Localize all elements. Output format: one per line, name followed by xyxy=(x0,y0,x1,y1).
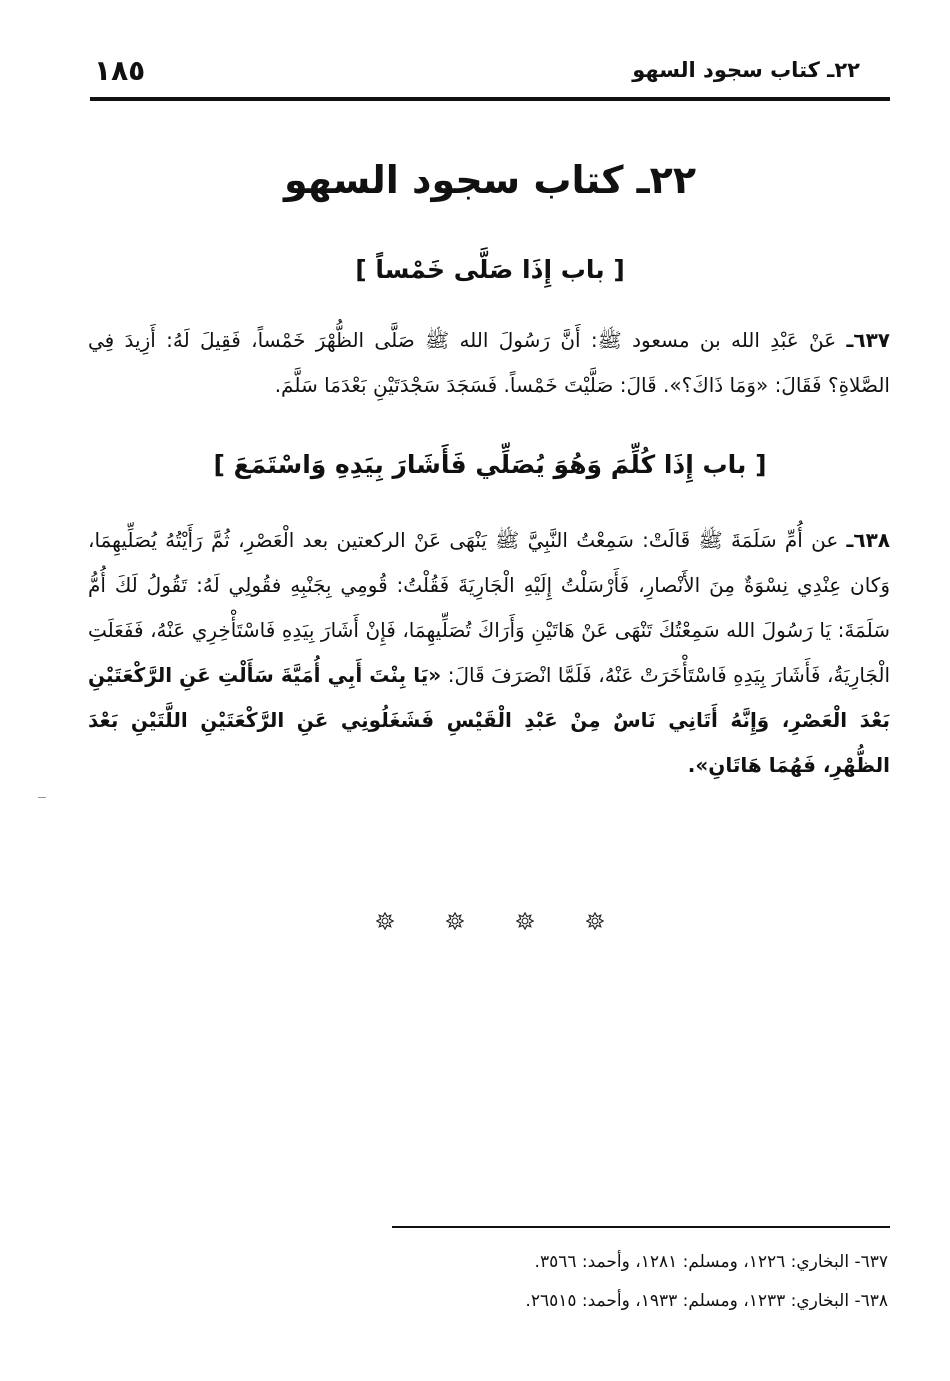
flower-ornament-icon xyxy=(446,912,464,930)
flower-ornament-icon xyxy=(586,912,604,930)
page-number: ١٨٥ xyxy=(94,54,146,87)
section-title-1: [ باب إِذَا صَلَّى خَمْساً ] xyxy=(355,255,625,284)
footnote-637: ٦٣٧- البخاري: ١٢٢٦، ومسلم: ١٢٨١، وأحمد: ٣٥٦٦. xyxy=(534,1252,888,1272)
hadith-637 xyxy=(88,318,890,408)
hadith-text: عَنْ عَبْدِ الله بن مسعود ﷺ: أَنَّ رَسُولَ الله ﷺ صَلَّى الظُّهْرَ خَمْساً، فَقِيلَ لَهُ: أَزِيدَ فِي الصَّلاةِ؟ فَقَالَ: «وَمَا ذَاكَ؟». قَالَ: صَلَّيْتَ خَمْساً. فَسَجَدَ سَجْدَتَيْنِ بَعْدَمَا سَلَّمَ. xyxy=(88,328,890,397)
hadith-number: ٦٣٧ـ xyxy=(846,328,890,352)
chapter-title: ٢٢ـ كتاب سجود السهو xyxy=(283,158,697,202)
flower-ornament-icon xyxy=(376,912,394,930)
flower-ornament-icon xyxy=(516,912,534,930)
section-title-2: [ باب إِذَا كُلِّمَ وَهُوَ يُصَلِّي فَأَشَارَ بِيَدِهِ وَاسْتَمَعَ ] xyxy=(213,450,767,479)
footnote-638: ٦٣٨- البخاري: ١٢٣٣، ومسلم: ١٩٣٣، وأحمد: ٢٦٥١٥. xyxy=(525,1291,888,1311)
running-title: ٢٢ـ كتاب سجود السهو xyxy=(632,58,860,82)
hadith-638 xyxy=(88,518,890,788)
page-header xyxy=(90,56,860,96)
hadith-number: ٦٣٨ـ xyxy=(846,528,890,552)
margin-mark xyxy=(38,797,46,798)
footnote-rule xyxy=(392,1226,890,1228)
section-end-ornaments xyxy=(90,912,890,935)
hadith-text: عن أُمِّ سَلَمَةَ ﷺ قَالَتْ: سَمِعْتُ النَّبِيَّ ﷺ يَنْهَى عَنْ الركعتين بعد الْعَصْرِ، ثُمَّ رَأَيْتُهُ يُصَلِّيهِمَا، وَكان عِنْدِي نِسْوَةٌ مِنَ الأَنْصارِ، فَأَرْسَلْتُ إِلَيْهِ الْجَارِيَةَ فَقُلْتُ: قُومِي بِجَنْبِهِ فقُولِي لَهُ: تَقُولُ لَكَ أُمُّ سَلَمَةَ: يَا رَسُولَ الله سَمِعْتُكَ تَنْهَى عَنْ هَاتَيْنِ وَأَرَاكَ تُصَلِّيهِمَا، فَإِنْ أَشَارَ بِيَدِهِ فَاسْتَأْخِرِي عَنْهُ، فَفَعَلَتِ الْجَارِيَةُ، فَأَشَارَ بِيَدِهِ فَاسْتَأْخَرَتْ عَنْهُ، فَلَمَّا انْصَرَفَ قَالَ: xyxy=(88,528,891,687)
hadith-text-prophet-quote: «يَا بِنْتَ أَبِي أُمَيَّةَ سَأَلْتِ عَنِ الرَّكْعَتَيْنِ بَعْدَ الْعَصْرِ، وَإِنَّهُ أَتَانِي نَاسٌ مِنْ عَبْدِ الْقَيْسِ فَشَغَلُونِي عَنِ الرَّكْعَتَيْنِ اللَّتَيْنِ بَعْدَ الظُّهْرِ، فَهُمَا هَاتَانِ». xyxy=(88,663,890,777)
header-rule xyxy=(90,97,890,101)
